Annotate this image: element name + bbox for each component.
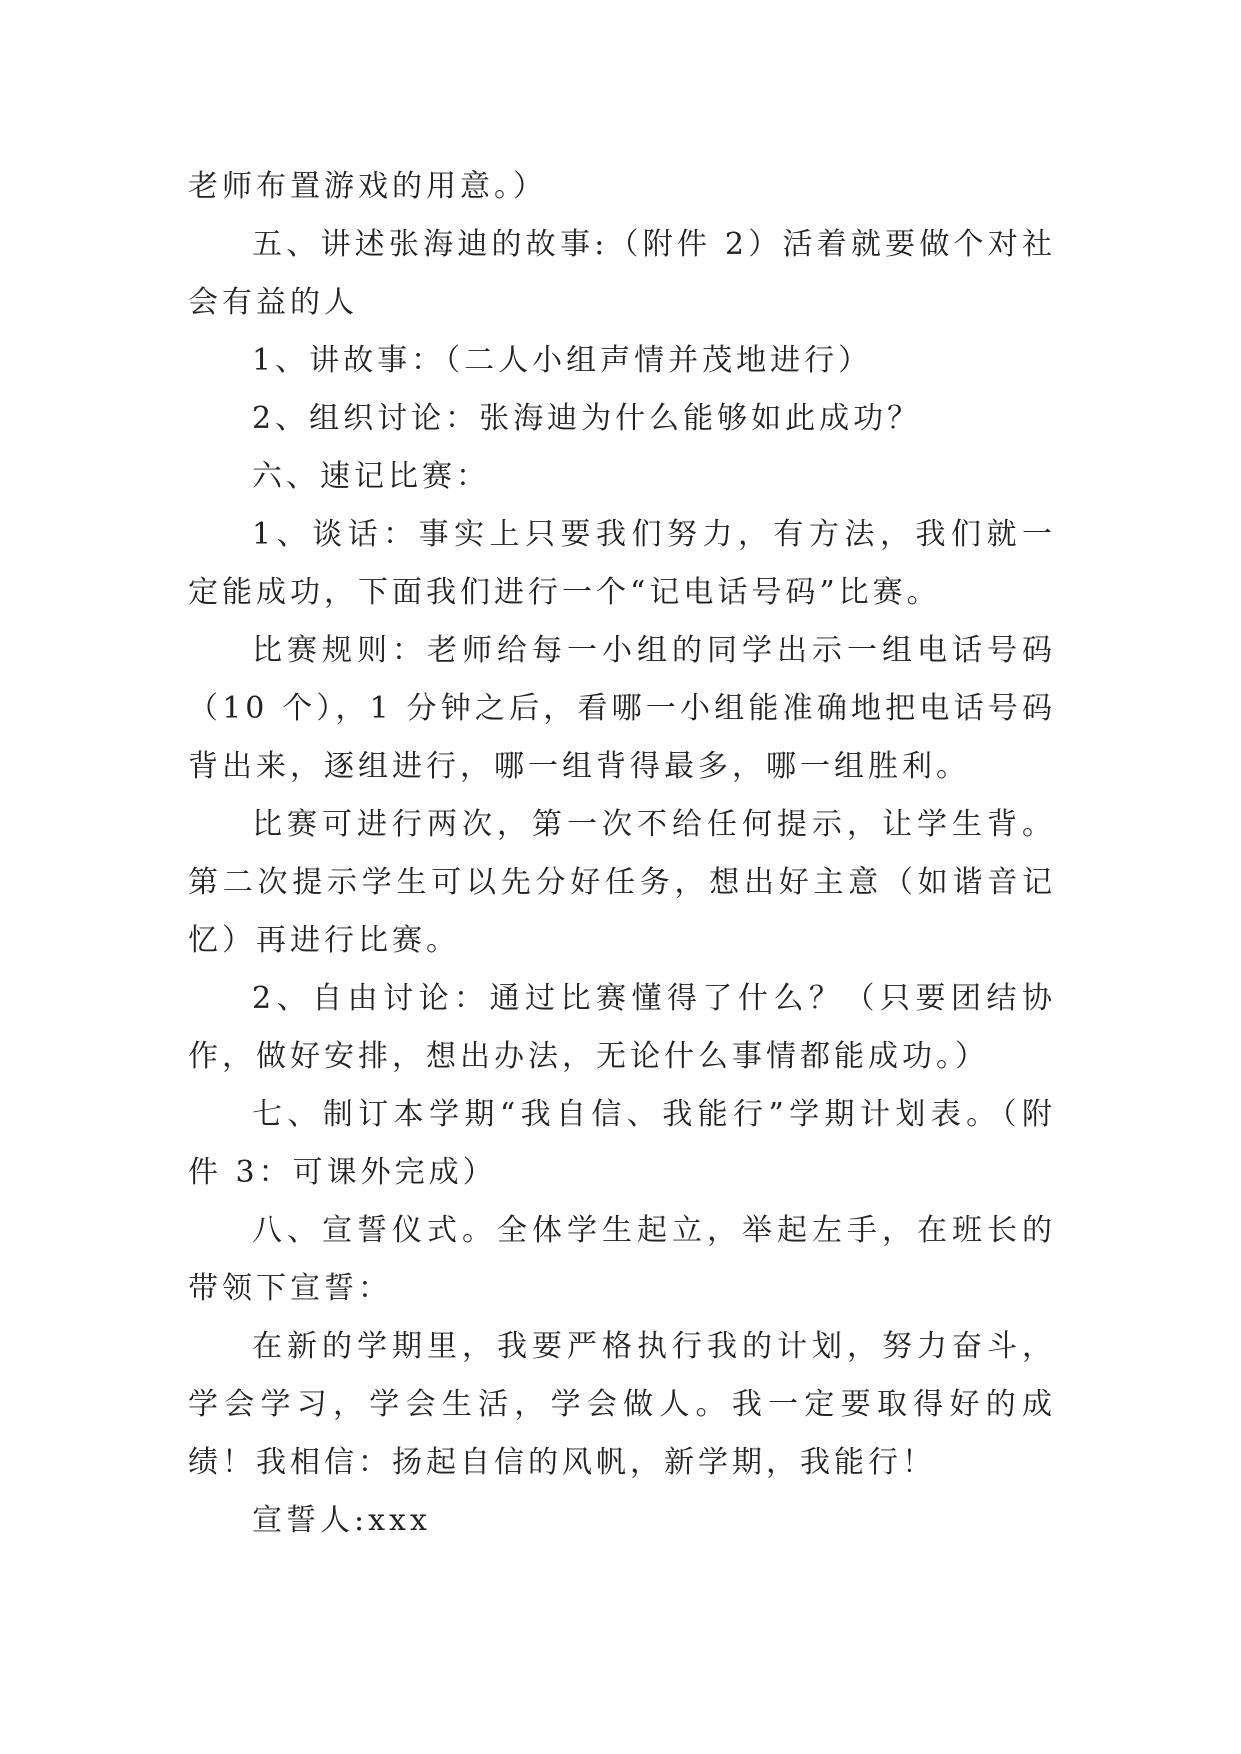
document-body [188, 158, 1056, 1550]
paragraph-section-six: 六、速记比赛： [252, 459, 490, 494]
paragraph-talk: 1、谈话：事实上只要我们努力，有方法，我们就一定能成功，下面我们进行一个“记电话号码”比赛。 [188, 517, 1056, 610]
paragraph-section-five: 五、讲述张海迪的故事:（附件 2）活着就要做个对社会有益的人 [188, 227, 1056, 320]
paragraph-section-seven: 七、制订本学期“我自信、我能行”学期计划表。（附件 3：可课外完成） [188, 1097, 1056, 1190]
paragraph-oath-signer: 宣誓人:xxx [252, 1503, 431, 1538]
paragraph-free-discussion: 2、自由讨论：通过比赛懂得了什么？（只要团结协作，做好安排，想出办法，无论什么事情都能成功。） [188, 981, 1056, 1074]
paragraph-discussion: 2、组织讨论：张海迪为什么能够如此成功？ [252, 401, 922, 436]
paragraph-oath: 在新的学期里，我要严格执行我的计划，努力奋斗，学会学习，学会生活，学会做人。我一定要取得好的成绩！我相信：扬起自信的风帆，新学期，我能行！ [188, 1329, 1056, 1480]
paragraph-rules: 比赛规则：老师给每一小组的同学出示一组电话号码（10 个），1 分钟之后，看哪一小组能准确地把电话号码背出来，逐组进行，哪一组背得最多，哪一组胜利。 [188, 633, 1056, 784]
paragraph-tell-story: 1、讲故事：（二人小组声情并茂地进行） [252, 343, 873, 378]
paragraph-section-eight: 八、宣誓仪式。全体学生起立，举起左手，在班长的带领下宣誓： [188, 1213, 1056, 1306]
paragraph-game-purpose: 老师布置游戏的用意。） [188, 169, 547, 204]
paragraph-two-rounds: 比赛可进行两次，第一次不给任何提示，让学生背。第二次提示学生可以先分好任务，想出好主意（如谐音记忆）再进行比赛。 [188, 807, 1056, 958]
